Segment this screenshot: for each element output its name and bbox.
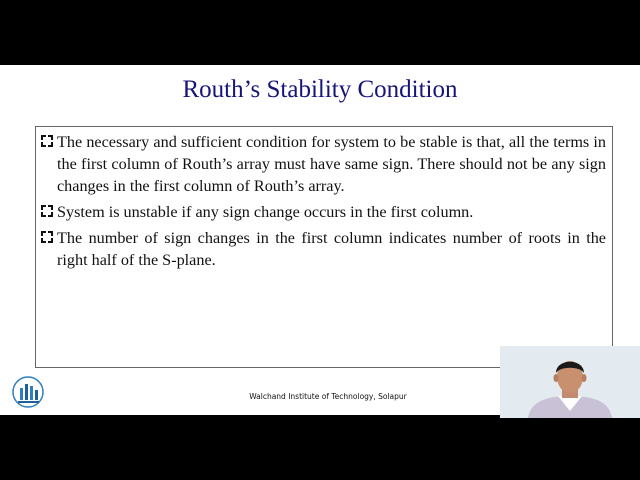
presenter-webcam xyxy=(500,346,640,418)
content-box xyxy=(35,126,613,368)
institute-logo-icon xyxy=(12,375,44,409)
bullet-text: System is unstable if any sign change occurs in the first column. xyxy=(57,203,474,221)
bullet-item xyxy=(41,131,606,197)
bullet-item xyxy=(41,227,606,271)
bullet-item xyxy=(41,201,606,223)
quad-bullet-icon xyxy=(41,231,53,243)
quad-bullet-icon xyxy=(41,135,53,147)
slide-title: Routh’s Stability Condition xyxy=(182,76,458,103)
bullet-text: The necessary and sufficient condition for system to be stable is that, all the terms in the first column of Routh’s array must have same sign. There should not be any sign changes in the first column of Routh’s array. xyxy=(57,133,606,195)
footer-institute-name: Walchand Institute of Technology, Solapur xyxy=(249,392,407,401)
bullet-text: The number of sign changes in the first column indicates number of roots in the right half of the S-plane. xyxy=(57,229,606,269)
quad-bullet-icon xyxy=(41,205,53,217)
presenter-video-icon xyxy=(500,346,640,418)
bullet-list xyxy=(36,127,612,271)
